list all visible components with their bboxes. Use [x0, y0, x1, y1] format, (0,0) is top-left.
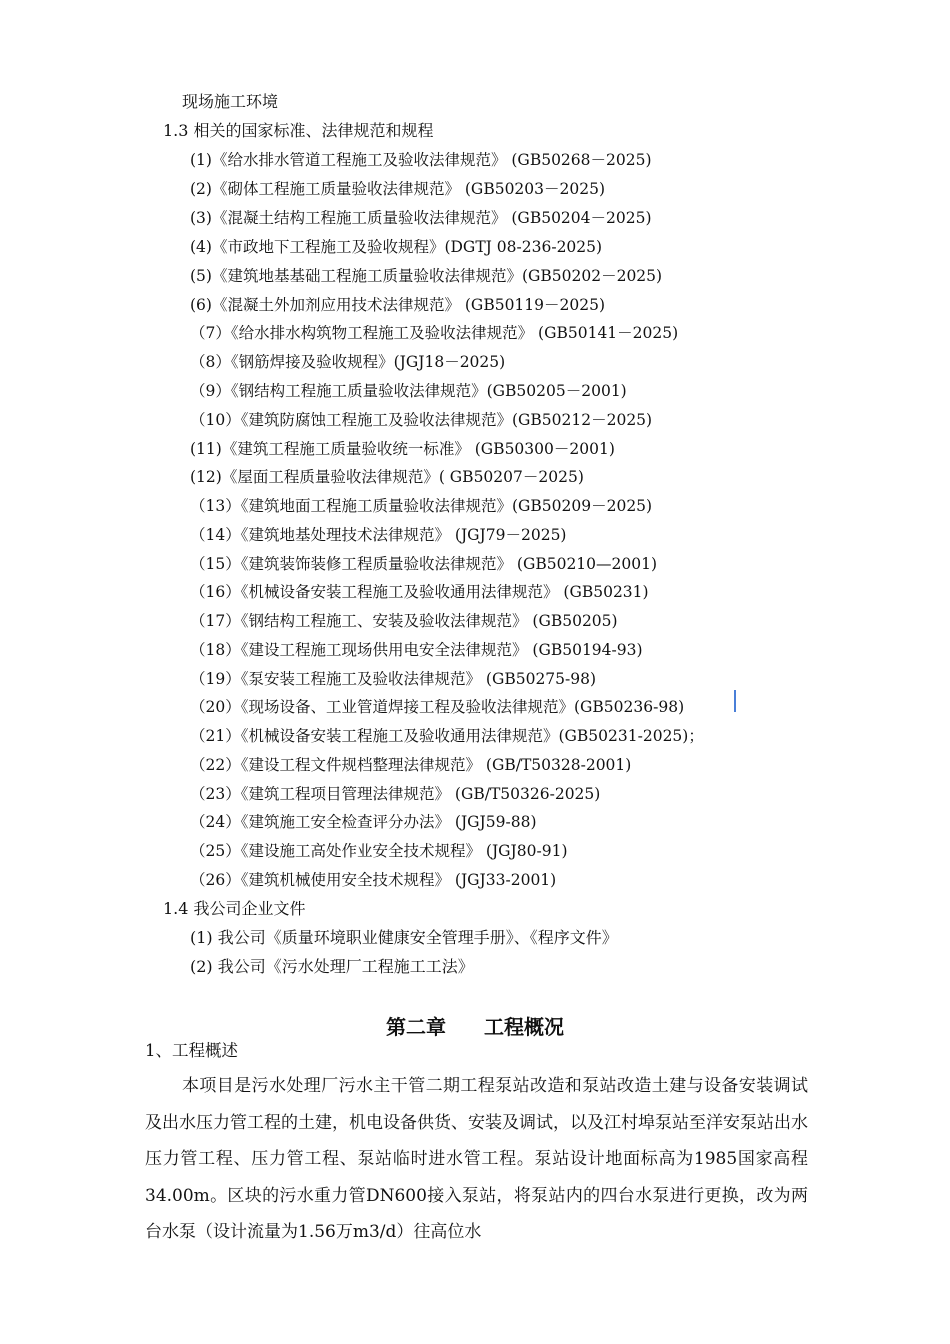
text-cursor [734, 690, 736, 712]
list-item: （21）《机械设备安装工程施工及验收通用法律规范》(GB50231-2025)； [190, 727, 704, 745]
list-item: （19）《泵安装工程施工及验收法律规范》 (GB50275-98) [190, 670, 597, 688]
list-item: (1)《给水排水管道工程施工及验收法律规范》 (GB50268－2025) [190, 151, 652, 169]
list-item: （23）《建筑工程项目管理法律规范》 (GB/T50326-2025) [190, 785, 601, 803]
list-item: （26）《建筑机械使用安全技术规程》 (JGJ33-2001) [190, 871, 557, 889]
chapter-heading [0, 1015, 950, 1039]
list-item: (11)《建筑工程施工质量验收统一标准》 (GB50300－2001) [190, 440, 615, 458]
list-item: （13）《建筑地面工程施工质量验收法律规范》(GB50209－2025) [190, 497, 653, 515]
body-paragraph: 本项目是污水处理厂污水主干管二期工程泵站改造和泵站改造土建与设备安装调试及出水压力管工程的土建，机电设备供货、安装及调试，以及江村埠泵站至洋安泵站出水压力管工程、压力管工程、泵站临时进水管工程。泵站设计地面标高为1985国家高程34.00m。区块的污水重力管DN600接入泵站，将泵站内的四台水泵进行更换，改为两台水泵（设计流量为1.56万m3/d）往高位水 [145, 1076, 808, 1242]
list-item: (3)《混凝土结构工程施工质量验收法律规范》 (GB50204－2025) [190, 209, 652, 227]
list-item: (12)《屋面工程质量验收法律规范》( GB50207－2025) [190, 468, 584, 486]
chapter-number: 第二章 [386, 1015, 446, 1039]
list-item: （7）《给水排水构筑物工程施工及验收法律规范》 (GB50141－2025) [190, 324, 679, 342]
list-item: （9）《钢结构工程施工质量验收法律规范》(GB50205－2001) [190, 382, 627, 400]
list-item: （10）《建筑防腐蚀工程施工及验收法律规范》(GB50212－2025) [190, 411, 653, 429]
list-item: (6)《混凝土外加剂应用技术法律规范》 (GB50119－2025) [190, 296, 606, 314]
list-item: (1) 我公司《质量环境职业健康安全管理手册》、《程序文件》 [190, 928, 618, 947]
list-item: (2)《砌体工程施工质量验收法律规范》 (GB50203－2025) [190, 180, 606, 198]
intro-line: 现场施工环境 [182, 92, 279, 111]
section-1-title: 1、工程概述 [145, 1041, 238, 1060]
list-item: (2) 我公司《污水处理厂工程施工工法》 [190, 957, 474, 976]
list-item: （14）《建筑地基处理技术法律规范》 (JGJ79－2025) [190, 526, 567, 544]
chapter-title: 工程概况 [484, 1015, 564, 1039]
section-1-4-title: 1.4 我公司企业文件 [163, 899, 306, 918]
list-item: （16）《机械设备安装工程施工及验收通用法律规范》 (GB50231) [190, 583, 649, 601]
list-item: （20）《现场设备、工业管道焊接工程及验收法律规范》(GB50236-98) [190, 698, 685, 716]
list-item: （8）《钢筋焊接及验收规程》(JGJ18－2025) [190, 353, 506, 371]
list-item: (5)《建筑地基基础工程施工质量验收法律规范》(GB50202－2025) [190, 267, 663, 285]
list-item: （24）《建筑施工安全检查评分办法》 (JGJ59-88) [190, 813, 537, 831]
section-1-3-title: 1.3 相关的国家标准、法律规范和规程 [163, 121, 434, 140]
list-item: （25）《建设施工高处作业安全技术规程》 (JGJ80-91) [190, 842, 568, 860]
list-item: （15）《建筑装饰装修工程质量验收法律规范》 (GB50210—2001) [190, 555, 658, 573]
list-item: (4)《市政地下工程施工及验收规程》(DGTJ 08-236-2025) [190, 238, 603, 256]
list-item: （18）《建设工程施工现场供用电安全法律规范》 (GB50194-93) [190, 641, 643, 659]
list-item: （22）《建设工程文件规档整理法律规范》 (GB/T50328-2001) [190, 756, 632, 774]
list-item: （17）《钢结构工程施工、安装及验收法律规范》 (GB50205) [190, 612, 618, 630]
